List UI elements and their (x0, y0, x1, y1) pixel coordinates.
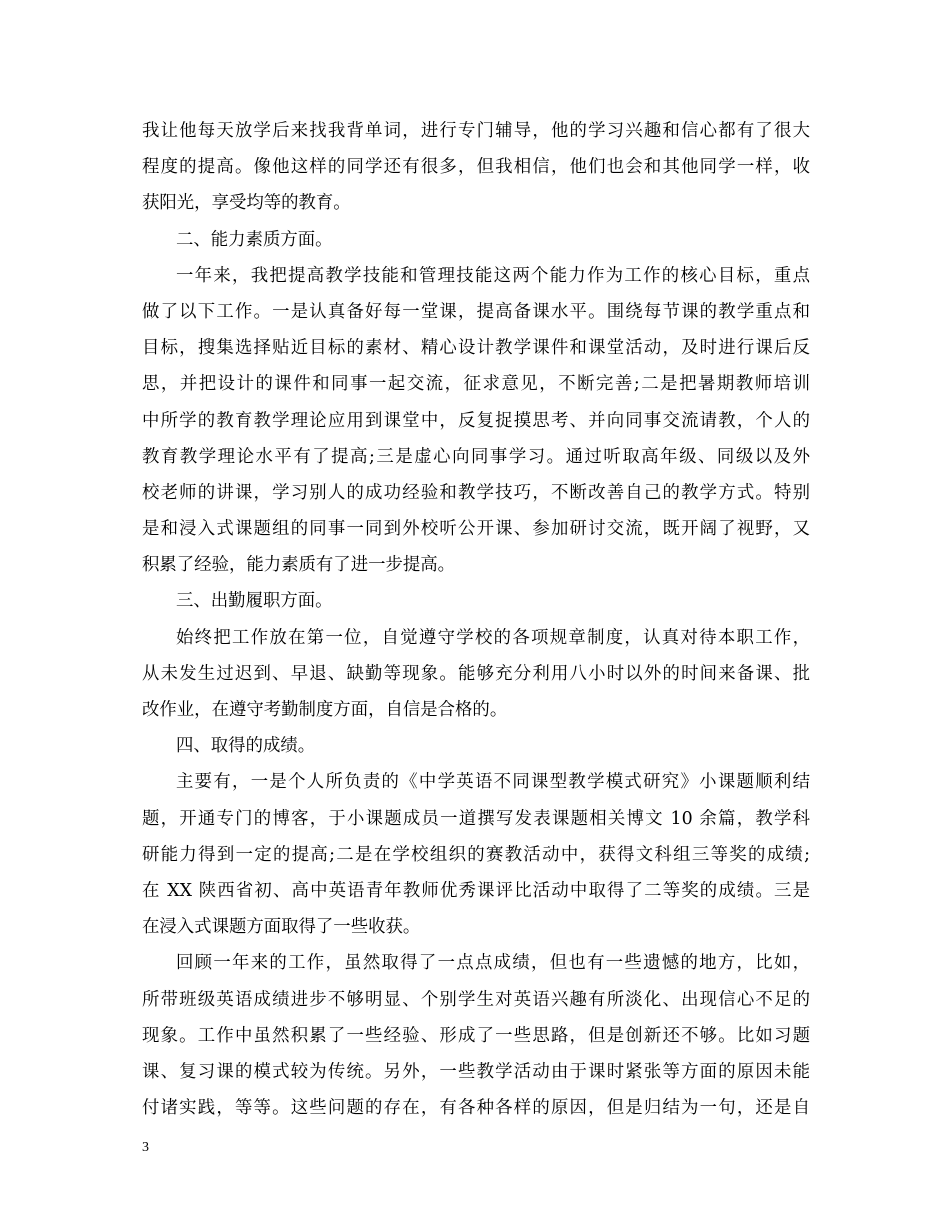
text-line: 我让他每天放学后来找我背单词，进行专门辅导，他的学习兴趣和信心都有了很大 (142, 121, 810, 141)
text-line: 在 XX 陕西省初、高中英语青年教师优秀课评比活动中取得了二等奖的成绩。三是 (142, 880, 810, 901)
text-line: 目标，搜集选择贴近目标的素材、精心设计教学课件和课堂活动，及时进行课后反 (142, 338, 810, 359)
text-line: 现象。工作中虽然积累了一些经验、形成了一些思路，但是创新还不够。比如习题 (142, 1025, 810, 1046)
body-text (142, 113, 810, 1126)
text-line: 研能力得到一定的提高;二是在学校组织的赛教活动中，获得文科组三等奖的成绩; (142, 844, 810, 865)
page-number: 3 (142, 1140, 149, 1155)
text-line: 从未发生过迟到、早退、缺勤等现象。能够充分利用八小时以外的时间来备课、批 (142, 663, 810, 684)
text-line: 题，开通专门的博客，于小课题成员一道撰写发表课题相关博文 10 余篇，教学科 (142, 808, 810, 829)
text-line: 做了以下工作。一是认真备好每一堂课，提高备课水平。围绕每节课的教学重点和 (142, 301, 810, 322)
text-line: 四、取得的成绩。 (176, 736, 316, 757)
text-line: 付诸实践，等等。这些问题的存在，有各种各样的原因，但是归结为一句，还是自 (142, 1098, 810, 1119)
text-line: 程度的提高。像他这样的同学还有很多，但我相信，他们也会和其他同学一样，收 (142, 157, 810, 178)
text-line: 二、能力素质方面。 (176, 229, 333, 250)
text-line: 课、复习课的模式较为传统。另外，一些教学活动由于课时紧张等方面的原因未能 (142, 1061, 810, 1082)
text-line: 改作业，在遵守考勤制度方面，自信是合格的。 (142, 700, 508, 720)
text-line: 始终把工作放在第一位，自觉遵守学校的各项规章制度，认真对待本职工作， (176, 627, 810, 648)
text-line: 在浸入式课题方面取得了一些收获。 (142, 917, 421, 938)
text-line: 思，并把设计的课件和同事一起交流，征求意见，不断完善;二是把暑期教师培训 (142, 374, 810, 395)
text-line: 教育教学理论水平有了提高;三是虚心向同事学习。通过听取高年级、同级以及外 (142, 446, 810, 467)
text-line: 中所学的教育教学理论应用到课堂中，反复捉摸思考、并向同事交流请教，个人的 (142, 410, 810, 431)
text-line: 主要有，一是个人所负责的《中学英语不同课型教学模式研究》小课题顺利结 (176, 772, 810, 793)
text-line: 是和浸入式课题组的同事一同到外校听公开课、参加研讨交流，既开阔了视野，又 (142, 519, 810, 540)
text-line: 回顾一年来的工作，虽然取得了一点点成绩，但也有一些遗憾的地方，比如， (176, 953, 810, 974)
text-line: 校老师的讲课，学习别人的成功经验和教学技巧，不断改善自己的教学方式。特别 (142, 482, 810, 503)
text-line: 积累了经验，能力素质有了进一步提高。 (142, 555, 456, 576)
text-line: 一年来，我把提高教学技能和管理技能这两个能力作为工作的核心目标，重点 (176, 265, 810, 286)
text-line: 三、出勤履职方面。 (176, 591, 333, 612)
text-line: 获阳光，享受均等的教育。 (142, 193, 351, 214)
text-line: 所带班级英语成绩进步不够明显、个别学生对英语兴趣有所淡化、出现信心不足的 (142, 989, 810, 1010)
